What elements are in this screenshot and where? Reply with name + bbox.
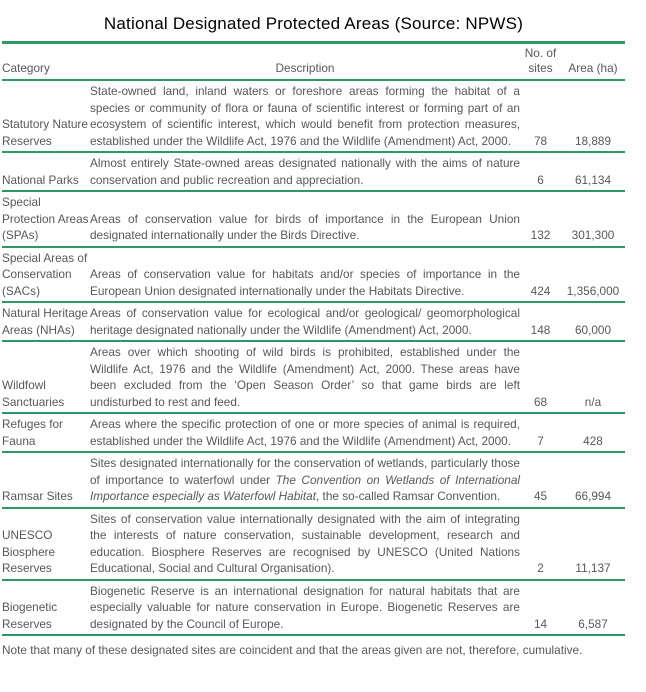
area-cell: 61,134 [561, 152, 625, 191]
area-cell: 66,994 [561, 452, 625, 508]
table-row [2, 80, 625, 152]
category-cell: Refuges for Fauna [2, 413, 90, 452]
table-row [2, 191, 625, 247]
table-row [2, 413, 625, 452]
sites-count-cell: 148 [520, 302, 561, 341]
description-cell: Areas of conservation value for ecological and/or geological/ geomorphological heritage designated nationally under the Wildlife (Amendment) Act, 2000. [90, 302, 520, 341]
sites-count-cell: 7 [520, 413, 561, 452]
area-cell: 18,889 [561, 80, 625, 152]
sites-count-cell: 14 [520, 580, 561, 636]
description-cell: Areas over which shooting of wild birds is prohibited, established under the Wildlife Act, 1976 and the Wildlife (Amendment) Act, 2000. These areas have been excluded from the ‘Open Season Order’ so that game birds are left undisturbed to rest and feed. [90, 341, 520, 413]
table-body [2, 80, 625, 635]
category-cell: Natural Heritage Areas (NHAs) [2, 302, 90, 341]
category-cell: Wildfowl Sanctuaries [2, 341, 90, 413]
sites-count-cell: 132 [520, 191, 561, 247]
description-cell: State-owned land, inland waters or foreshore areas forming the habitat of a species or community of flora or fauna of scientific interest or forming part of an ecosystem of scientific interest, which would benefit from protection measures, established under the Wildlife Act, 1976 and the Wildlife (Amendment) Act, 2000. [90, 80, 520, 152]
description-cell: Areas of conservation value for birds of importance in the European Union designated internationally under the Birds Directive. [90, 191, 520, 247]
table-row [2, 247, 625, 303]
area-cell: 6,587 [561, 580, 625, 636]
description-cell: Areas where the specific protection of one or more species of animal is required, established under the Wildlife Act, 1976 and the Wildlife (Amendment) Act, 2000. [90, 413, 520, 452]
sites-count-cell: 6 [520, 152, 561, 191]
page-title: National Designated Protected Areas (Source: NPWS) [103, 14, 524, 33]
protected-areas-table [2, 41, 625, 636]
table-row [2, 452, 625, 508]
area-cell: 11,137 [561, 508, 625, 580]
category-cell: Special Areas of Conservation (SACs) [2, 247, 90, 303]
sites-count-cell: 424 [520, 247, 561, 303]
description-cell: Areas of conservation value for habitats and/or species of importance in the European Union designated internationally under the Habitats Directive. [90, 247, 520, 303]
table-row [2, 341, 625, 413]
area-cell: 428 [561, 413, 625, 452]
column-header-category: Category [2, 43, 90, 81]
category-cell: UNESCO Biosphere Reserves [2, 508, 90, 580]
description-cell: Sites of conservation value internationally designated with the aim of integrating the interests of nature conservation, sustainable development, research and education. Biosphere Reserves are recognised by UNESCO (United Nations Educational, Social and Cultural Organisation). [90, 508, 520, 580]
category-cell: Special Protection Areas (SPAs) [2, 191, 90, 247]
area-cell: 301,300 [561, 191, 625, 247]
category-cell: Statutory Nature Reserves [2, 80, 90, 152]
sites-count-cell: 68 [520, 341, 561, 413]
column-header-description: Description [90, 43, 520, 81]
column-header-area-ha: Area (ha) [561, 43, 625, 81]
table-row [2, 152, 625, 191]
category-cell: Biogenetic Reserves [2, 580, 90, 636]
area-cell: 60,000 [561, 302, 625, 341]
table-row [2, 508, 625, 580]
area-cell: 1,356,000 [561, 247, 625, 303]
category-cell: National Parks [2, 152, 90, 191]
sites-count-cell: 2 [520, 508, 561, 580]
description-cell: Sites designated internationally for the conservation of wetlands, particularly those of importance to waterfowl under The Convention on Wetlands of International Importance especially as Waterfowl Habitat, the so-called Ramsar Convention. [90, 452, 520, 508]
header-row [2, 43, 625, 81]
sites-count-cell: 45 [520, 452, 561, 508]
description-cell: Almost entirely State-owned areas designated nationally with the aims of nature conservation and public recreation and appreciation. [90, 152, 520, 191]
category-cell: Ramsar Sites [2, 452, 90, 508]
area-cell: n/a [561, 341, 625, 413]
footnote: Note that many of these designated sites are coincident and that the areas given are not, therefore, cumulative. [2, 643, 583, 657]
description-cell: Biogenetic Reserve is an international designation for natural habitats that are especially valuable for nature conservation in Europe. Biogenetic Reserves are designated by the Council of Europe. [90, 580, 520, 636]
table-row [2, 580, 625, 636]
column-header-no-of-sites: No. of sites [520, 43, 561, 81]
sites-count-cell: 78 [520, 80, 561, 152]
table-header [2, 43, 625, 81]
table-row [2, 302, 625, 341]
